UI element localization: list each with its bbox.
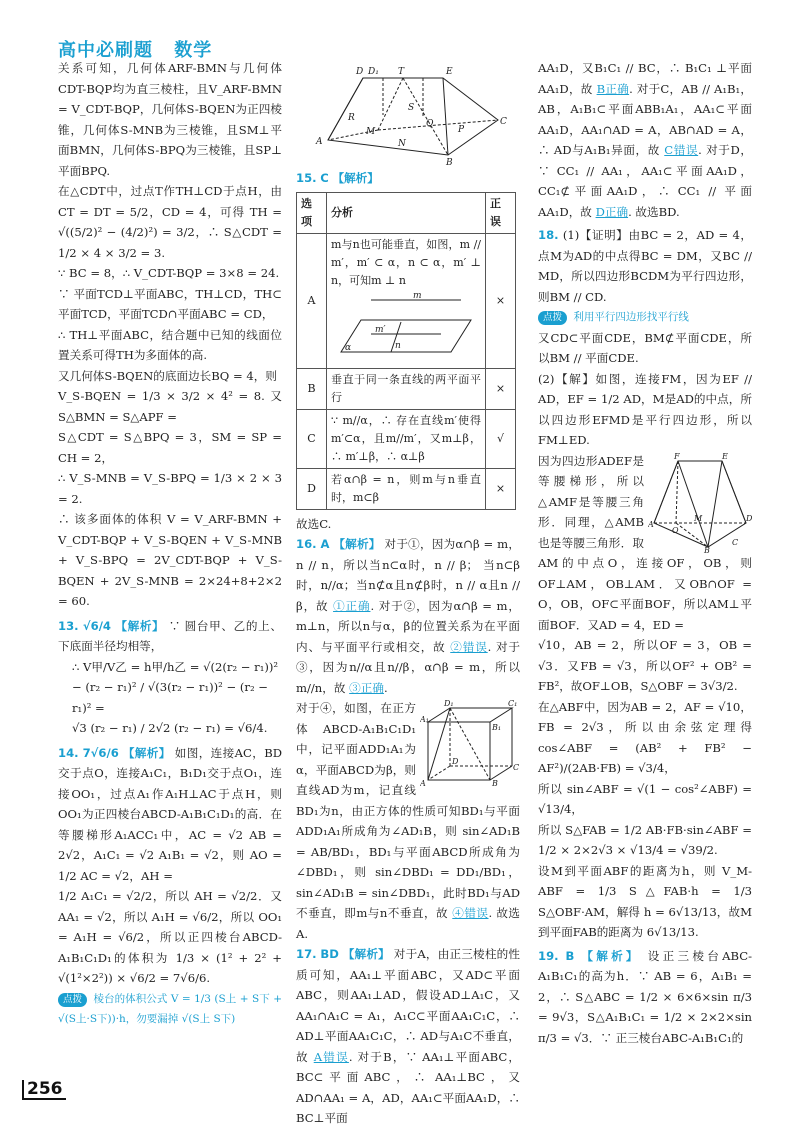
- option-cell: B: [297, 368, 327, 409]
- figure-label: m′: [375, 324, 386, 335]
- conclusion: 故选C.: [296, 516, 332, 531]
- answer: √6/4: [82, 618, 111, 633]
- analysis-tag: 【解析】: [333, 537, 381, 551]
- question-text: 设正三棱台ABC-A₁B₁C₁的高为h．∵ AB = 6，A₁B₁ = 2，∴ S△ABC = 1/2 × 6×6×sin π/3 = 9√3，S△A₁B₁C₁ = 1/2 × 2×2×sin π/3 = √3．∵ 正三棱台ABC-A₁B₁C₁的: [538, 948, 753, 1045]
- question-text: 对于③，因为n//α且n//β，α∩β = m，所以m//n，故: [296, 639, 521, 695]
- answer: BD: [320, 947, 339, 961]
- tip-text: 棱台的体积公式 V = 1/3 (S上 + S下 + √(S上·S下))·h，勿要漏掉 √(S上 S下): [58, 992, 282, 1025]
- table-header-row: [297, 192, 516, 233]
- figure-label: B: [446, 158, 453, 166]
- intro-paragraph: ∴ 该多面体的体积 V = V_ARF-BMN + V_CDT-BQP + V_S-BQEN + V_S-MNB + V_S-BPQ = 2V_CDT-BQP + V_S-BQEN + 2V_S-MNB = 2×24+8+2×2 = 60.: [58, 512, 282, 608]
- column-header: 选项: [297, 192, 327, 233]
- intro-paragraph: 关系可知，几何体ARF-BMN与几何体CDT-BQP均为直三棱柱，且V_ARF-BMN = V_CDT-BQP，几何体S-BQEN为正四棱锥，几何体S-MNB为三棱锥，且SM⊥平面BMN，几何体S-BPQ为三棱锥，且SP⊥平面BPQ.: [58, 61, 282, 178]
- question-text: 对于C，AB // A₁B₁，AB，A₁B₁⊂平面ABB₁A₁，AA₁⊂平面AA₁D，AA₁∩AD = A，AB∩AD = A，∴ AD与A₁B₁异面，故: [538, 81, 753, 157]
- figure-label: α: [345, 342, 352, 353]
- question-text: √10，AB = 2，所以OF = 3，OB = √3．又FB = √3，所以OF² + OB² = FB²，故OF⊥OB，S△OBF = 3√3/2.: [538, 638, 752, 693]
- figure-label: C₁: [508, 700, 518, 708]
- verdict: ②错误: [450, 639, 488, 654]
- figure-label: O: [672, 525, 679, 535]
- figure-label: R: [348, 113, 355, 123]
- figure-label: n: [395, 340, 401, 351]
- answer: A: [320, 537, 330, 551]
- analysis-tag: 【解析】: [581, 948, 641, 963]
- analysis-tag: 【解析】: [342, 947, 390, 961]
- intro-paragraph: V_S-BQEN = 1/3 × 3/2 × 4² = 8. 又S△BMN = S△APF =: [58, 389, 282, 424]
- question-text: 对于①，因为α∩β = m，n // n，所以当n⊂α时，n // β；: [296, 537, 520, 572]
- option-cell: A: [297, 233, 327, 368]
- answer: B: [565, 948, 575, 963]
- analysis-cell: ∵ m//α，∴ 存在直线m′使得m′⊂α，且m//m′，又m⊥β，∴ m′⊥β，∴ α⊥β: [327, 409, 486, 468]
- analysis-tag: 【解析】: [115, 618, 165, 633]
- table-row: [297, 233, 516, 368]
- analysis-cell: 垂直于同一条直线的两平面平行: [327, 368, 486, 409]
- question-14: [58, 743, 282, 887]
- equation: ∴ V甲/V乙 = h甲/h乙 = √(2(r₂ − r₁))² − (r₂ − r₁)² / √(3(r₂ − r₁))² − (r₂ − r₁)² =: [72, 659, 279, 715]
- intro-paragraph: ∵ 平面TCD⊥平面ABC，TH⊥CD，TH⊂平面TCD，平面TCD∩平面ABC = CD，: [58, 286, 282, 321]
- verdict: ③正确: [349, 680, 384, 695]
- question-text: 对于B，∵ AA₁⊥平面ABC，BC⊂平面ABC，∴ AA₁⊥BC，又AD∩AA₁ = A，AD，AA₁⊂平面AA₁D，∴ BC⊥平面: [296, 1049, 521, 1125]
- option-cell: D: [297, 468, 327, 509]
- question-number: 16.: [296, 537, 317, 551]
- table-row: [297, 409, 516, 468]
- figure-label: A₁: [420, 715, 429, 724]
- column-3: [538, 58, 752, 1048]
- analysis-tag: 【解析】: [122, 745, 171, 760]
- analysis-cell: [327, 233, 486, 368]
- question-text: 因为四边形ADEF是等腰梯形，所以△AMF是等腰三角形．同理，△AMB也是等腰三角形．取AM的中点O，连接OF，OB，则OF⊥AM，OB⊥AM．又OB∩OF = O，OB，OF⊂平面BOF，所以AM⊥平面BOF．又AD = 4，ED =: [538, 453, 752, 632]
- question-number: 19.: [538, 948, 559, 963]
- answer: C: [320, 171, 329, 185]
- figure-label: D: [746, 513, 752, 523]
- tip-badge: 点拨: [58, 993, 87, 1007]
- figure-label: E: [722, 452, 728, 461]
- figure-label: C: [732, 537, 739, 547]
- analysis-table: [296, 192, 516, 510]
- punct: .: [487, 639, 492, 654]
- figure-label: D: [452, 757, 459, 766]
- subject-title: 数学: [174, 40, 213, 61]
- question-text: [538, 58, 752, 222]
- figure-label: A: [316, 137, 323, 147]
- intro-paragraph: 在△CDT中，过点T作TH⊥CD于点H，由CT = DT = 5/2，CD = 4，可得 TH = √((5/2)² − (4/2)²) = 3/2，∴ S△CDT = 1/2 × 4 × 3/2 = 3.: [58, 184, 282, 260]
- verdict: C错误: [664, 143, 699, 157]
- table-row: [297, 468, 516, 509]
- question-16: [296, 534, 520, 698]
- figure-label: C: [500, 117, 507, 127]
- figure-label: M: [366, 127, 376, 137]
- intro-paragraph: ∵ BC = 8，∴ V_CDT-BQP = 3×8 = 24.: [58, 266, 280, 280]
- tip-badge: 点拨: [538, 311, 567, 325]
- book-title: 高中必刷题: [58, 40, 153, 61]
- question-number: 14.: [58, 745, 79, 760]
- verdict: D正确: [595, 204, 629, 219]
- question-15: [296, 168, 520, 189]
- column-header: 分析: [327, 192, 486, 233]
- mark-cell: ×: [486, 468, 516, 509]
- punct: .: [348, 1049, 353, 1064]
- figure-label: B: [704, 545, 710, 553]
- figure-label: M: [694, 513, 703, 523]
- tip-text: 利用平行四边形找平行线: [573, 311, 689, 323]
- question-text: 所以 sin∠ABF = √(1 − cos²∠ABF) = √13/4，: [538, 781, 752, 816]
- mark-cell: ×: [486, 233, 516, 368]
- figure-label: P: [458, 125, 465, 135]
- question-text: 所以 S△FAB = 1/2 AB·FB·sin∠ABF = 1/2 × 2×2√3 × √13/4 = √39/2.: [538, 822, 752, 857]
- question-18: [538, 225, 752, 307]
- figure-label: S: [408, 103, 415, 113]
- figure-label: Q: [426, 119, 434, 129]
- question-number: 17.: [296, 947, 317, 961]
- intro-paragraph: ∴ V_S-MNB = V_S-BPQ = 1/3 × 2 × 3 = 2.: [58, 471, 282, 506]
- question-text: (2)【解】如图，连接FM，因为EF // AD，EF = 1/2 AD，M是AD的中点，所以四边形EFMD是平行四边形，所以FM⊥ED.: [538, 371, 752, 447]
- answer: 7√6/6: [82, 745, 119, 760]
- analysis-cell: 若α∩β = n，则m与n垂直时，m⊂β: [327, 468, 486, 509]
- question-text: 对于A，由正三棱柱的性质可知，AA₁⊥平面ABC，又AD⊂平面ABC，则AA₁⊥AD，假设AD⊥A₁C，又AA₁∩A₁C = A₁，A₁C⊂平面AA₁C₁C，∴ AD⊥平面AA₁C₁C，∴ AD与A₁C不垂直，故: [296, 947, 520, 1064]
- tip: [538, 307, 752, 328]
- question-text: ∵ 圆台甲、乙的上、下底面半径均相等，: [58, 618, 282, 653]
- figure-label: A: [420, 779, 426, 786]
- question-text: 设M到平面ABF的距离为h，则 V_M-ABF = 1/3 S△FAB·h = 1/3 S△OBF·AM，解得 h = 6√13/13，故M到平面FAB的距离为 6√13/13.: [538, 863, 752, 939]
- question-text: 对于D，∵ CC₁ // AA₁，AA₁⊂平面AA₁D，CC₁⊄平面AA₁D，∴ CC₁ // 平面AA₁D，故: [538, 143, 753, 219]
- intro-paragraph: 又几何体S-BQEN的底面边长BQ = 4，则: [58, 368, 277, 383]
- question-text: 对于②，因为α∩β = m，m⊥n，所以n与α，β的位置关系为在平面内、与平面平行或相交，故: [296, 598, 521, 654]
- figure-label: F: [674, 452, 680, 461]
- punct: .: [698, 143, 702, 157]
- figure-label: C: [513, 763, 520, 772]
- column-1: [58, 58, 282, 1030]
- intro-paragraph: ∴ TH⊥平面ABC，结合题中已知的线面位置关系可得TH为多面体的高.: [58, 327, 282, 362]
- question-text: 当n⊂β时，n//α；当n⊄α且n⊄β时，n // α且n // β，故: [296, 557, 521, 613]
- trapezoid-figure: [648, 453, 752, 553]
- figure-label: D₁: [368, 67, 379, 77]
- plane-figure: [331, 290, 481, 360]
- table-row: [297, 368, 516, 409]
- question-number: 15.: [296, 171, 317, 185]
- punct: . 故选BD.: [628, 204, 680, 219]
- verdict: ④错误: [452, 906, 489, 920]
- question-text: (1)【证明】由BC = 2，AD = 4，点M为AD的中点得BC = DM，又BC // MD，所以四边形BCDM为平行四边形，则BM // CD.: [538, 228, 753, 304]
- question-number: 13.: [58, 618, 79, 633]
- figure-label: D: [356, 67, 364, 77]
- figure-label: B: [492, 779, 498, 786]
- question-text: 在△ABF中，因为AB = 2，AF = √10，FB = 2√3，所以由余弦定理得 cos∠ABF = (AB² + FB² − AF²)/(2AB·FB) = √3/4，: [538, 699, 752, 775]
- verdict: A错误: [313, 1049, 349, 1064]
- column-2: [296, 58, 520, 1129]
- question-17: [296, 944, 520, 1129]
- figure-label: T: [398, 67, 405, 77]
- column-header: 正误: [486, 192, 516, 233]
- question-text: 如图，连接AC，BD交于点O，连接A₁C₁，B₁D₁交于点O₁，连接OO₁，过点A₁作A₁H⊥AC于点H，则OO₁为正四棱台ABCD-A₁B₁C₁D₁的高．在等腰梯形A₁ACC₁中，AC = √2 AB = 2√2，A₁C₁ = √2 A₁B₁ = √2，则 AO = 1/2 AC = √2，AH =: [58, 745, 283, 883]
- analysis-tag: 【解析】: [332, 171, 379, 185]
- option-cell: C: [297, 409, 327, 468]
- question-13: [58, 616, 282, 657]
- mark-cell: √: [486, 409, 516, 468]
- punct: .: [383, 680, 388, 695]
- question-19: [538, 946, 752, 1049]
- punct: .: [370, 598, 375, 613]
- question-text: 又CD⊂平面CDE，BM⊄平面CDE，所以BM // 平面CDE.: [538, 330, 752, 365]
- punct: .: [629, 81, 633, 96]
- verdict: B正确: [596, 81, 630, 96]
- figure-label: N: [398, 139, 406, 149]
- polyhedron-figure: [308, 60, 508, 166]
- question-text: 1/2 A₁C₁ = √2/2，所以 AH = √2/2．又 AA₁ = √2，所以 A₁H = √6/2，所以 OO₁ = A₁H = √6/2，所以正四棱台ABCD-A₁B₁C₁D₁的体积为 1/3 × (1² + 2² + √(1²×2²)) × √6/2 = 7√6/6.: [58, 889, 282, 985]
- question-text: 对于④，如图，在正方体 ABCD-A₁B₁C₁D₁ 中，记平面ADD₁A₁为α，平面ABCD为β，则直线AD为m，记直线BD₁为n，由正方体的性质可知BD₁与平面ADD₁A₁所成角为∠AD₁B，则 sin∠AD₁B = AB/BD₁，BD₁与平面ABCD所成角为∠DBD₁，则 sin∠DBD₁ = DD₁/BD₁，sin∠AD₁B = sin∠DBD₁，此时BD₁与AD不垂直，即m与n不垂直，故: [296, 701, 520, 920]
- analysis-text: m与n也可能垂直，如图，m // m′，m′ ⊂ α，n ⊂ α，m′ ⊥ n，可知m ⊥ n: [331, 237, 481, 287]
- punct: . 故选A.: [296, 906, 521, 941]
- page-number: 256: [22, 1080, 66, 1100]
- intro-paragraph: S△CDT = S△BPQ = 3，SM = SP = CH = 2，: [58, 430, 282, 465]
- tip: [58, 989, 282, 1030]
- cube-figure: [420, 700, 520, 786]
- figure-label: E: [446, 67, 453, 77]
- verdict: ①正确: [333, 598, 371, 613]
- figure-label: D₁: [444, 700, 454, 708]
- mark-cell: ×: [486, 368, 516, 409]
- equation: √3 (r₂ − r₁) / 2√2 (r₂ − r₁) = √6/4.: [72, 721, 268, 735]
- question-text: AA₁D，又B₁C₁ // BC，∴ B₁C₁ ⊥平面AA₁D，故: [538, 61, 752, 96]
- figure-label: B₁: [492, 723, 502, 732]
- figure-label: m: [413, 290, 422, 301]
- figure-label: A: [648, 519, 654, 529]
- question-number: 18.: [538, 228, 559, 242]
